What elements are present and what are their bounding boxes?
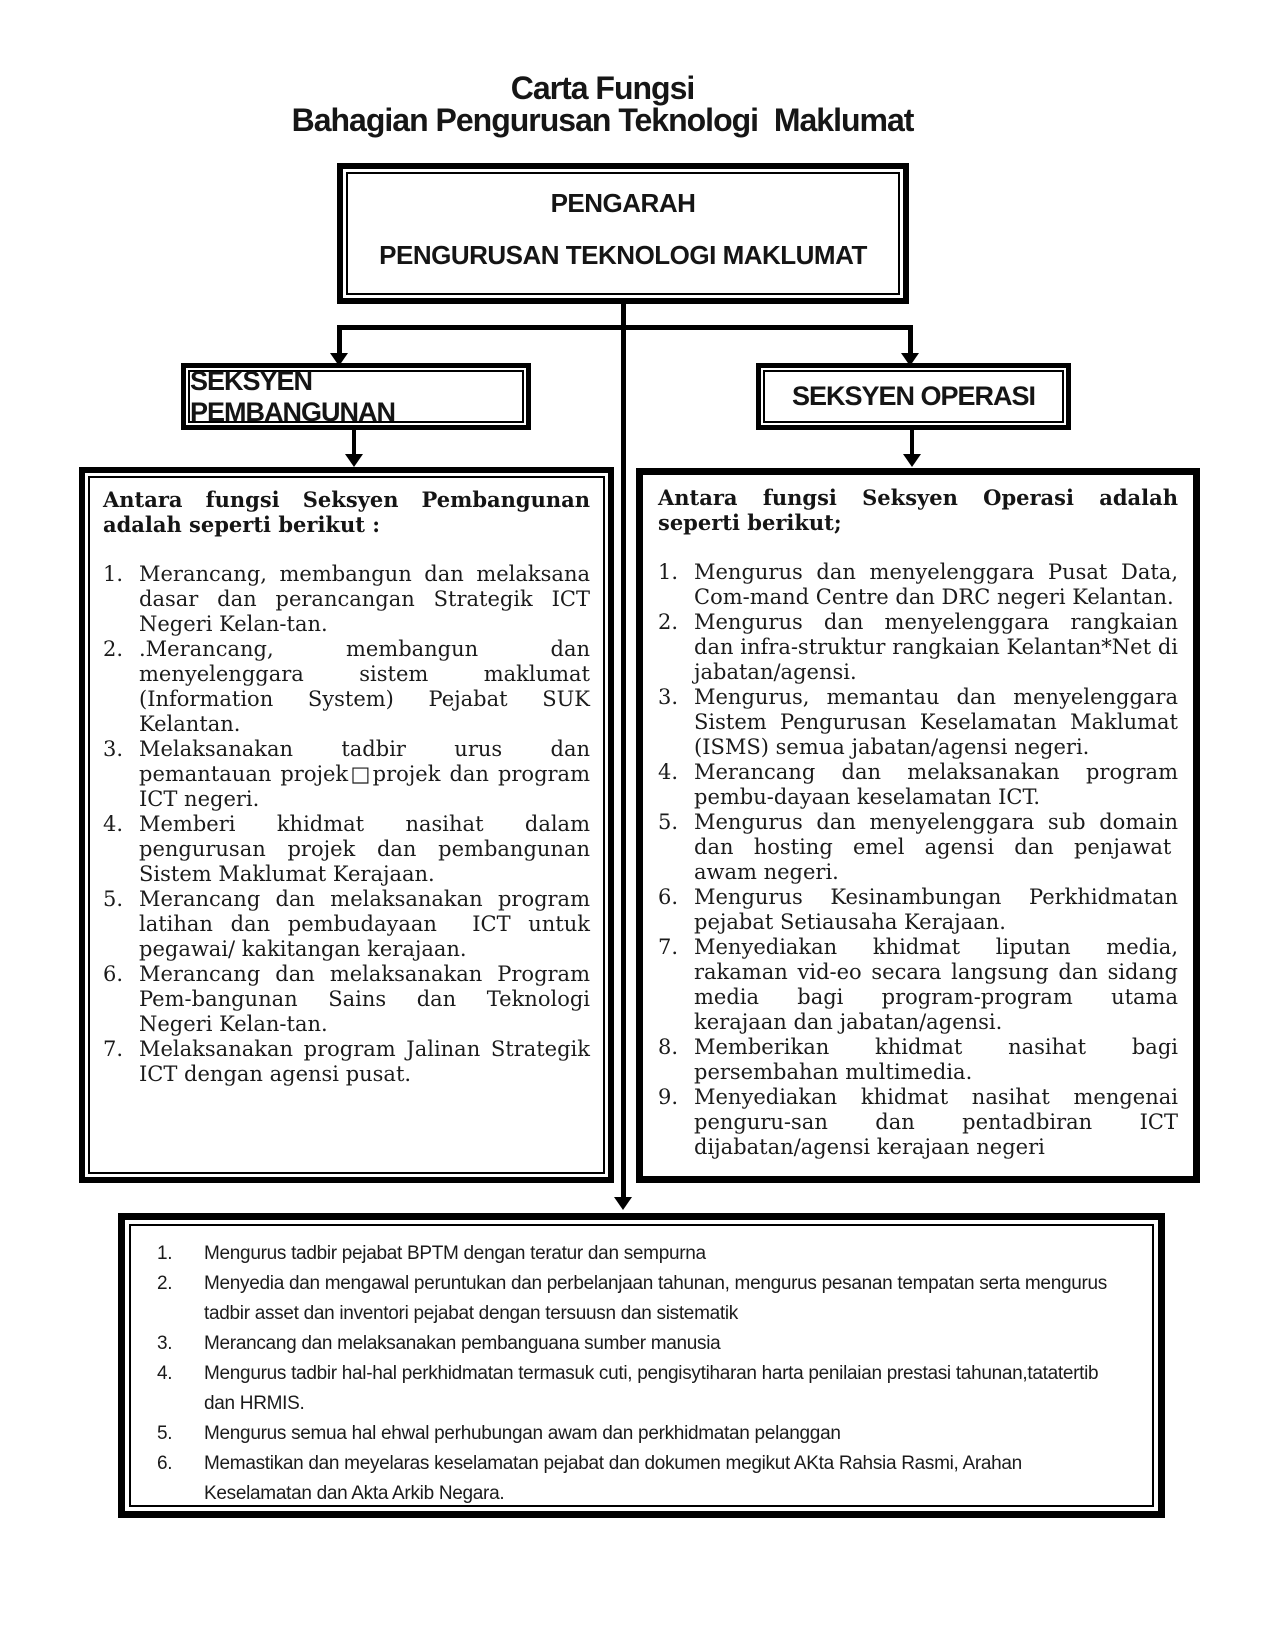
connector-drop-left [337, 325, 342, 354]
list-item [103, 737, 590, 812]
item-text: Mengurus, memantau dan menyelenggara Sistem Pengurusan Keselamatan Maklumat (ISMS) semua jabatan/agensi negeri. [694, 685, 1178, 759]
item-number: 5. [658, 810, 679, 834]
item-number: 4. [103, 812, 124, 836]
item-number: 3. [658, 685, 679, 709]
page-title-line1: Carta Fungsi [510, 70, 695, 106]
item-number: 6. [157, 1453, 173, 1474]
section-header-pembangunan-label: SEKSYEN PEMBANGUNAN [190, 365, 395, 427]
item-text: Mengurus tadbir pejabat BPTM dengan teratur dan sempurna [204, 1243, 706, 1264]
list-item [658, 1085, 1178, 1160]
director-box-inner [346, 172, 900, 295]
admin-function-list [157, 1239, 1128, 1509]
list-item [157, 1359, 1128, 1419]
item-number: 1. [157, 1243, 173, 1264]
admin-functions-box [118, 1213, 1165, 1518]
item-text: Mengurus semua hal ehwal perhubungan awam dan perkhidmatan pelanggan [204, 1423, 841, 1444]
item-number: 5. [103, 887, 124, 911]
item-number: 1. [103, 562, 124, 586]
list-item [658, 885, 1178, 935]
item-number: 7. [658, 935, 679, 959]
item-number: 6. [103, 962, 124, 986]
section-header-operasi-inner [763, 370, 1064, 423]
page-title [0, 72, 1205, 136]
item-text: Merancang dan melaksanakan Program Pem-bangunan Sains dan Teknologi Negeri Kelan-tan. [139, 962, 590, 1036]
item-text: Merancang dan melaksanakan pembanguana sumber manusia [204, 1333, 721, 1354]
item-number: 4. [658, 760, 679, 784]
director-title: PENGARAH [550, 188, 696, 218]
director-box [337, 163, 909, 304]
item-text: Memastikan dan meyelaras keselamatan pejabat dan dokumen megikut AKta Rahsia Rasmi, Arahan Keselamatan dan Akta Arkib Negara. [204, 1453, 1022, 1504]
item-text: Memberikan khidmat nasihat bagi persembahan multimedia. [694, 1035, 1178, 1084]
item-text: Mengurus tadbir hal-hal perkhidmatan termasuk cuti, pengisytiharan harta penilaian prestasi tahunan,tatatertib dan HRMIS. [204, 1363, 1099, 1414]
list-item [658, 1035, 1178, 1085]
connector-operasi [910, 430, 914, 455]
operasi-function-list [658, 560, 1178, 1160]
connector-center [621, 325, 626, 1198]
item-number: 6. [658, 885, 679, 909]
item-number: 3. [103, 737, 124, 761]
list-item [103, 887, 590, 962]
item-text: Merancang dan melaksanakan program pembu-dayaan keselamatan ICT. [694, 760, 1178, 809]
item-number: 4. [157, 1363, 173, 1384]
item-number: 2. [103, 637, 124, 661]
item-text: Mengurus dan menyelenggara Pusat Data, Com-mand Centre dan DRC negeri Kelantan. [694, 560, 1178, 609]
item-text: Merancang, membangun dan melaksana dasar dan perancangan Strategik ICT Negeri Kelan-tan. [139, 562, 590, 636]
list-item [157, 1239, 1128, 1269]
list-item [658, 610, 1178, 685]
item-text: Menyedia dan mengawal peruntukan dan perbelanjaan tahunan, mengurus pesanan tempatan serta mengurus tadbir asset dan inventori pejabat dengan tersuusn dan sistematik [204, 1273, 1107, 1324]
item-text: Mengurus dan menyelenggara rangkaian dan infra-struktur rangkaian Kelantan*Net di jabatan/agensi. [694, 610, 1178, 684]
item-number: 8. [658, 1035, 679, 1059]
connector-pembangunan [352, 430, 356, 455]
item-number: 3. [157, 1333, 173, 1354]
list-item [103, 637, 590, 737]
list-item [157, 1449, 1128, 1509]
list-item [658, 810, 1178, 885]
list-item [658, 560, 1178, 610]
functions-box-pembangunan-inner [88, 476, 605, 1174]
item-number: 9. [658, 1085, 679, 1109]
functions-box-pembangunan [79, 467, 614, 1183]
section-header-pembangunan [181, 363, 531, 430]
list-item [103, 1037, 590, 1087]
connector-drop-right [908, 325, 913, 354]
item-text: Merancang dan melaksanakan program latihan dan pembudayaan ICT untuk pegawai/ kakitangan kerajaan. [139, 887, 590, 961]
arrowhead-operasi-box [903, 454, 921, 467]
page-title-line2: Bahagian Pengurusan Teknologi Maklumat [291, 102, 914, 138]
section-header-pembangunan-inner [188, 365, 524, 427]
section-header-operasi-label: SEKSYEN OPERASI [791, 381, 1036, 411]
list-item [157, 1269, 1128, 1329]
list-item [103, 562, 590, 637]
item-text: Melaksanakan program Jalinan Strategik ICT dengan agensi pusat. [139, 1037, 590, 1086]
arrowhead-pembangunan-box [345, 454, 363, 467]
pembangunan-intro: Antara fungsi Seksyen Pembangunan adalah seperti berikut : [103, 487, 590, 537]
list-item [103, 812, 590, 887]
director-subtitle: PENGURUSAN TEKNOLOGI MAKLUMAT [379, 240, 867, 270]
item-number: 2. [658, 610, 679, 634]
connector-stem [621, 302, 626, 327]
item-text: Mengurus Kesinambungan Perkhidmatan pejabat Setiausaha Kerajaan. [694, 885, 1178, 934]
list-item [658, 685, 1178, 760]
item-number: 5. [157, 1423, 173, 1444]
arrowhead-admin-box [614, 1197, 632, 1210]
item-number: 2. [157, 1273, 173, 1294]
list-item [658, 935, 1178, 1035]
item-text: Menyediakan khidmat nasihat mengenai penguru-san dan pentadbiran ICT dijabatan/agensi kerajaan negeri [694, 1085, 1178, 1159]
item-text: Mengurus dan menyelenggara sub domain dan hosting emel agensi dan penjawat awam negeri. [694, 810, 1178, 884]
item-text: Memberi khidmat nasihat dalam pengurusan projek dan pembangunan Sistem Maklumat Kerajaan. [139, 812, 590, 886]
list-item [103, 962, 590, 1037]
operasi-intro: Antara fungsi Seksyen Operasi adalah seperti berikut; [658, 485, 1178, 535]
item-number: 7. [103, 1037, 124, 1061]
pembangunan-function-list [103, 562, 590, 1087]
item-number: 1. [658, 560, 679, 584]
item-text: Melaksanakan tadbir urus dan pemantauan projek□projek dan program ICT negeri. [139, 737, 590, 811]
admin-functions-box-inner [129, 1224, 1154, 1507]
list-item [157, 1329, 1128, 1359]
section-header-operasi [756, 363, 1071, 430]
item-text: .Merancang, membangun dan menyelenggara sistem maklumat (Information System) Pejabat SUK Kelantan. [139, 637, 590, 736]
list-item [658, 760, 1178, 810]
list-item [157, 1419, 1128, 1449]
item-text: Menyediakan khidmat liputan media, rakaman vid-eo secara langsung dan sidang media bagi program-program utama kerajaan dan jabatan/agensi. [694, 935, 1178, 1034]
functions-box-operasi [636, 468, 1200, 1183]
